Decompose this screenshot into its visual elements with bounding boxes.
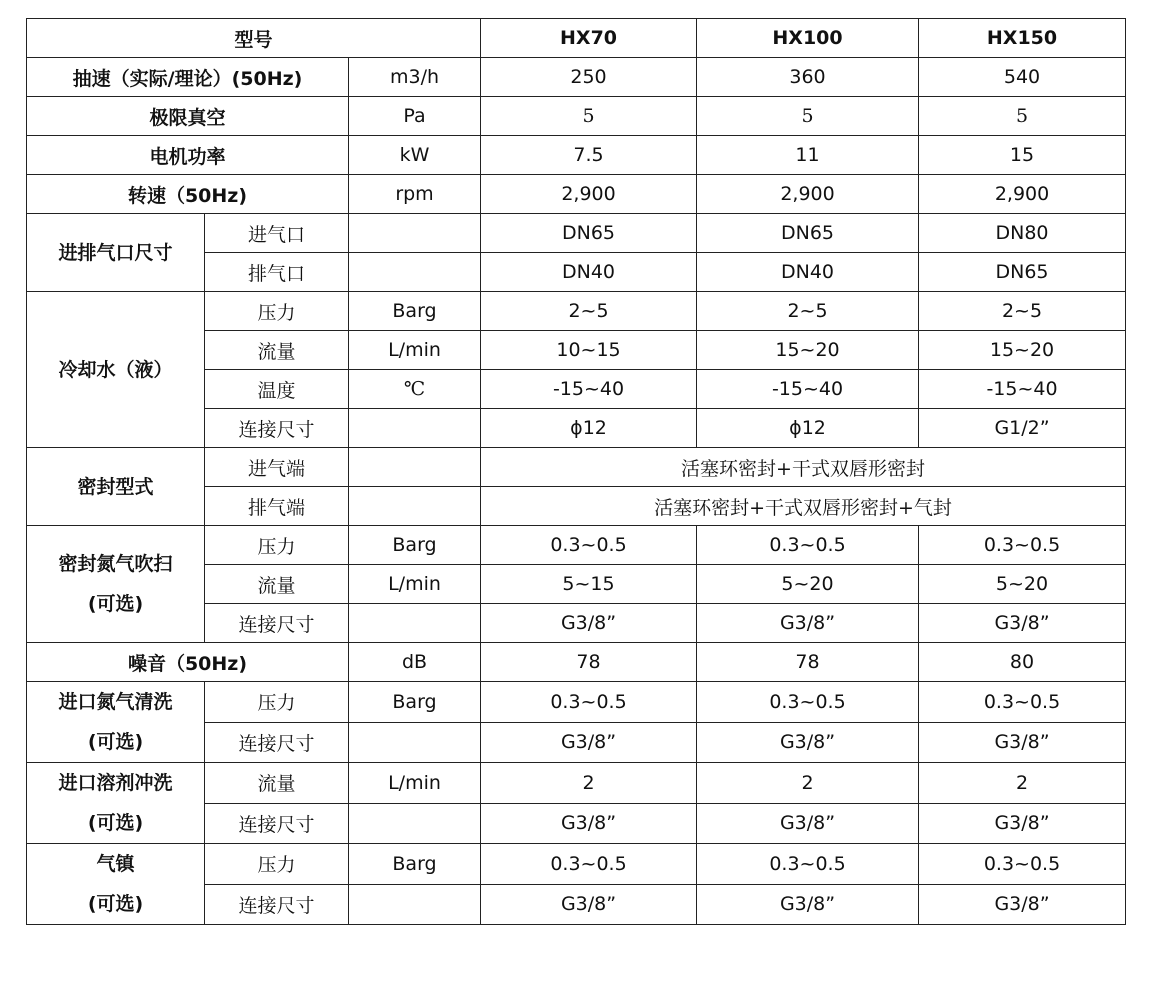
table-row: [27, 97, 1126, 136]
value-cell: G3/8”: [697, 803, 919, 844]
sub-label: 进气口: [205, 214, 349, 253]
unit-cell: L/min: [349, 763, 481, 804]
value-cell: 250: [481, 58, 697, 97]
sub-label: 压力: [205, 844, 349, 885]
header-row: [27, 19, 1126, 58]
value-cell: 2,900: [481, 175, 697, 214]
sub-label: 排气口: [205, 253, 349, 292]
table-row: [27, 643, 1126, 682]
value-cell: 0.3~0.5: [697, 844, 919, 885]
value-cell: 2~5: [919, 292, 1126, 331]
value-cell: 11: [697, 136, 919, 175]
unit-cell: Barg: [349, 292, 481, 331]
unit-cell: Barg: [349, 682, 481, 723]
value-cell-merged: 活塞环密封+干式双唇形密封+气封: [481, 487, 1126, 526]
value-cell: 5: [697, 97, 919, 136]
row-label: 转速（50Hz): [27, 175, 349, 214]
value-cell: 7.5: [481, 136, 697, 175]
unit-cell: [349, 409, 481, 448]
row-label: 极限真空: [27, 97, 349, 136]
unit-cell: Barg: [349, 844, 481, 885]
sub-label: 进气端: [205, 448, 349, 487]
table-row: [27, 526, 1126, 565]
category-label: 进排气口尺寸: [27, 214, 205, 292]
value-cell: 2: [481, 763, 697, 804]
category-label: [27, 526, 205, 643]
unit-cell: L/min: [349, 331, 481, 370]
table-row: [27, 682, 1126, 723]
value-cell: DN40: [697, 253, 919, 292]
sub-label: 连接尺寸: [205, 722, 349, 763]
sub-label: 连接尺寸: [205, 409, 349, 448]
sub-label: 流量: [205, 565, 349, 604]
spec-table: [26, 18, 1126, 925]
table-row: [27, 763, 1126, 804]
row-label: 电机功率: [27, 136, 349, 175]
value-cell: DN65: [481, 214, 697, 253]
category-label-line1: 进口氮气清洗: [58, 691, 173, 713]
unit-cell: [349, 487, 481, 526]
category-label-line2: (可选): [87, 593, 144, 615]
value-cell: 2~5: [481, 292, 697, 331]
table-row: [27, 292, 1126, 331]
value-cell: 10~15: [481, 331, 697, 370]
value-cell: 540: [919, 58, 1126, 97]
unit-cell: [349, 214, 481, 253]
value-cell: DN65: [919, 253, 1126, 292]
sub-label: 连接尺寸: [205, 604, 349, 643]
unit-cell: Barg: [349, 526, 481, 565]
row-label: 噪音（50Hz): [27, 643, 349, 682]
value-cell: -15~40: [481, 370, 697, 409]
category-label: [27, 763, 205, 844]
value-cell: G3/8”: [481, 722, 697, 763]
value-cell: 0.3~0.5: [481, 526, 697, 565]
value-cell: 0.3~0.5: [919, 682, 1126, 723]
value-cell: 78: [697, 643, 919, 682]
table-row: [27, 136, 1126, 175]
value-cell: 5~20: [697, 565, 919, 604]
category-label-line1: 密封氮气吹扫: [58, 553, 173, 575]
value-cell: 78: [481, 643, 697, 682]
category-label: [27, 844, 205, 925]
value-cell: 2,900: [919, 175, 1126, 214]
value-cell: 0.3~0.5: [481, 844, 697, 885]
value-cell: 5~15: [481, 565, 697, 604]
value-cell: DN80: [919, 214, 1126, 253]
category-label-line2: (可选): [87, 893, 144, 915]
sub-label: 流量: [205, 763, 349, 804]
sub-label: 连接尺寸: [205, 884, 349, 925]
category-label-line2: (可选): [87, 731, 144, 753]
value-cell: G3/8”: [697, 722, 919, 763]
table-row: [27, 175, 1126, 214]
unit-cell: [349, 253, 481, 292]
unit-cell: Pa: [349, 97, 481, 136]
value-cell: 0.3~0.5: [697, 526, 919, 565]
value-cell: 2: [919, 763, 1126, 804]
value-cell: DN40: [481, 253, 697, 292]
category-label: [27, 682, 205, 763]
unit-cell: dB: [349, 643, 481, 682]
sub-label: 压力: [205, 292, 349, 331]
value-cell: 2: [697, 763, 919, 804]
unit-cell: [349, 803, 481, 844]
category-label-line2: (可选): [87, 812, 144, 834]
value-cell: G3/8”: [697, 884, 919, 925]
sub-label: 压力: [205, 526, 349, 565]
unit-cell: rpm: [349, 175, 481, 214]
value-cell: 0.3~0.5: [481, 682, 697, 723]
value-cell: G1/2”: [919, 409, 1126, 448]
table-row: [27, 58, 1126, 97]
model-hx150: HX150: [919, 19, 1126, 58]
table-row: [27, 844, 1126, 885]
unit-cell: L/min: [349, 565, 481, 604]
sub-label: 流量: [205, 331, 349, 370]
value-cell-merged: 活塞环密封+干式双唇形密封: [481, 448, 1126, 487]
table-row: [27, 448, 1126, 487]
model-label: 型号: [27, 19, 481, 58]
value-cell: 0.3~0.5: [919, 526, 1126, 565]
unit-cell: [349, 722, 481, 763]
value-cell: 5: [481, 97, 697, 136]
model-hx100: HX100: [697, 19, 919, 58]
category-label-line1: 气镇: [96, 853, 135, 875]
unit-cell: [349, 604, 481, 643]
value-cell: G3/8”: [919, 604, 1126, 643]
sub-label: 连接尺寸: [205, 803, 349, 844]
row-label: 抽速（实际/理论）(50Hz): [27, 58, 349, 97]
unit-cell: [349, 884, 481, 925]
category-label: 密封型式: [27, 448, 205, 526]
value-cell: 5: [919, 97, 1126, 136]
value-cell: G3/8”: [697, 604, 919, 643]
value-cell: G3/8”: [481, 604, 697, 643]
value-cell: G3/8”: [481, 803, 697, 844]
category-label: 冷却水（液）: [27, 292, 205, 448]
value-cell: -15~40: [697, 370, 919, 409]
category-label-line1: 进口溶剂冲洗: [58, 772, 173, 794]
model-hx70: HX70: [481, 19, 697, 58]
value-cell: 2~5: [697, 292, 919, 331]
unit-cell: ℃: [349, 370, 481, 409]
value-cell: 5~20: [919, 565, 1126, 604]
value-cell: 80: [919, 643, 1126, 682]
value-cell: ϕ12: [697, 409, 919, 448]
unit-cell: [349, 448, 481, 487]
unit-cell: kW: [349, 136, 481, 175]
value-cell: 15: [919, 136, 1126, 175]
value-cell: ϕ12: [481, 409, 697, 448]
value-cell: 0.3~0.5: [697, 682, 919, 723]
unit-cell: m3/h: [349, 58, 481, 97]
value-cell: 15~20: [919, 331, 1126, 370]
value-cell: G3/8”: [919, 884, 1126, 925]
sub-label: 压力: [205, 682, 349, 723]
sub-label: 温度: [205, 370, 349, 409]
value-cell: DN65: [697, 214, 919, 253]
value-cell: G3/8”: [919, 722, 1126, 763]
value-cell: -15~40: [919, 370, 1126, 409]
table-row: [27, 214, 1126, 253]
value-cell: G3/8”: [919, 803, 1126, 844]
value-cell: G3/8”: [481, 884, 697, 925]
value-cell: 15~20: [697, 331, 919, 370]
value-cell: 0.3~0.5: [919, 844, 1126, 885]
value-cell: 2,900: [697, 175, 919, 214]
sub-label: 排气端: [205, 487, 349, 526]
value-cell: 360: [697, 58, 919, 97]
